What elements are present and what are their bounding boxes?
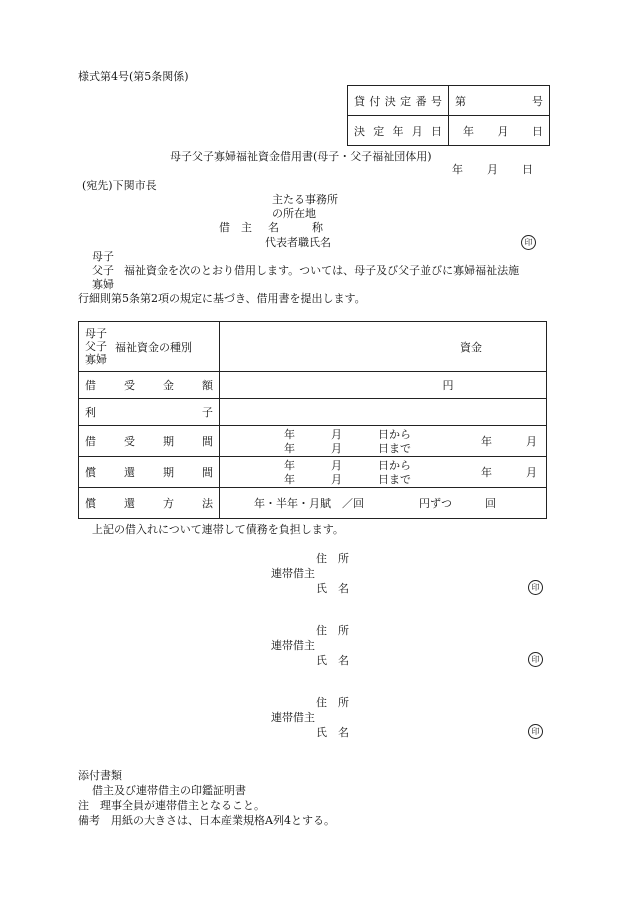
borrower-name-label: 名 称 <box>268 221 323 234</box>
guarantor-1-seal-icon: 印 <box>528 580 543 595</box>
intro-stack-widow: 寡婦 <box>92 278 114 291</box>
date-year[interactable]: 年 <box>452 163 463 176</box>
decision-date-label: 決 定 年 月 日 <box>354 124 442 138</box>
fund-type-stack: 母子 父子 寡婦 <box>85 327 107 366</box>
amount-row <box>79 372 547 399</box>
repay-period-row <box>79 457 547 488</box>
repay-period-label: 償 還 期 間 <box>85 466 213 479</box>
borrow-period-field[interactable]: 年 月 日から 年 月 日まで 年 月 <box>220 426 547 457</box>
document-title: 母子父子寡婦福祉資金借用書(母子・父子福祉団体用) <box>170 150 432 163</box>
office-label-line1: 主たる事務所 <box>272 193 338 206</box>
amount-field[interactable]: 円 <box>220 372 547 399</box>
repay-period-field[interactable]: 年 月 日から 年 月 日まで 年 月 <box>220 457 547 488</box>
loan-details-table <box>78 321 547 519</box>
addressee: (宛先)下関市長 <box>82 179 157 192</box>
borrow-period-row <box>79 426 547 457</box>
attachments-item: 借主及び連帯借主の印鑑証明書 <box>92 784 246 797</box>
guarantor-1-role: 連帯借主 <box>271 567 315 580</box>
fund-type-row <box>79 322 547 372</box>
repay-method-label: 償 還 方 法 <box>85 497 213 510</box>
intro-line1: 福祉資金を次のとおり借用します。ついては、母子及び父子並びに寡婦福祉法施 <box>124 264 520 277</box>
representative-label: 代表者職氏名 <box>265 236 331 249</box>
repay-method-row <box>79 488 547 519</box>
decision-number-field[interactable]: 第 号 <box>449 86 550 116</box>
office-label-line2: の所在地 <box>272 207 316 220</box>
borrower-label: 借 主 <box>219 221 252 234</box>
decision-number-row <box>348 86 550 116</box>
joint-statement: 上記の借入れについて連帯して債務を負担します。 <box>92 523 344 536</box>
note: 注 理事全員が連帯借主となること。 <box>78 799 265 812</box>
attachments-heading: 添付書類 <box>78 769 122 782</box>
intro-stack-father: 父子 <box>92 264 114 277</box>
borrow-period-label: 借 受 期 間 <box>85 435 213 448</box>
repay-method-field[interactable]: 年・半年・月賦 ／回 円ずつ 回 <box>220 488 547 519</box>
decision-date-field[interactable]: 年 月 日 <box>449 116 550 146</box>
amount-label: 借 受 金 額 <box>85 379 213 392</box>
borrower-seal-icon: 印 <box>521 235 536 250</box>
guarantor-3-seal-icon: 印 <box>528 724 543 739</box>
decision-date-row <box>348 116 550 146</box>
guarantor-3-name-label: 氏 名 <box>316 726 349 739</box>
decision-number-label: 貸 付 決 定 番 号 <box>354 94 442 108</box>
decision-table <box>347 85 550 146</box>
interest-label: 利 子 <box>85 406 213 419</box>
guarantor-2-seal-icon: 印 <box>528 652 543 667</box>
fund-type-field[interactable]: 資金 <box>220 322 547 372</box>
intro-stack-mother: 母子 <box>92 250 114 263</box>
guarantor-3-role: 連帯借主 <box>271 711 315 724</box>
intro-line2: 行細則第5条第2項の規定に基づき、借用書を提出します。 <box>78 292 366 305</box>
guarantor-2-name-label: 氏 名 <box>316 654 349 667</box>
remark: 備考 用紙の大きさは、日本産業規格A列4とする。 <box>78 814 335 827</box>
form-number: 様式第4号(第5条関係) <box>78 70 189 83</box>
guarantor-2-address-label: 住 所 <box>316 624 349 637</box>
guarantor-1-address-label: 住 所 <box>316 552 349 565</box>
interest-row <box>79 399 547 426</box>
fund-type-label: 福祉資金の種別 <box>115 340 192 354</box>
guarantor-2-role: 連帯借主 <box>271 639 315 652</box>
guarantor-1-name-label: 氏 名 <box>316 582 349 595</box>
date-month[interactable]: 月 <box>487 163 498 176</box>
guarantor-3-address-label: 住 所 <box>316 696 349 709</box>
interest-field[interactable] <box>220 399 547 426</box>
date-day[interactable]: 日 <box>522 163 533 176</box>
